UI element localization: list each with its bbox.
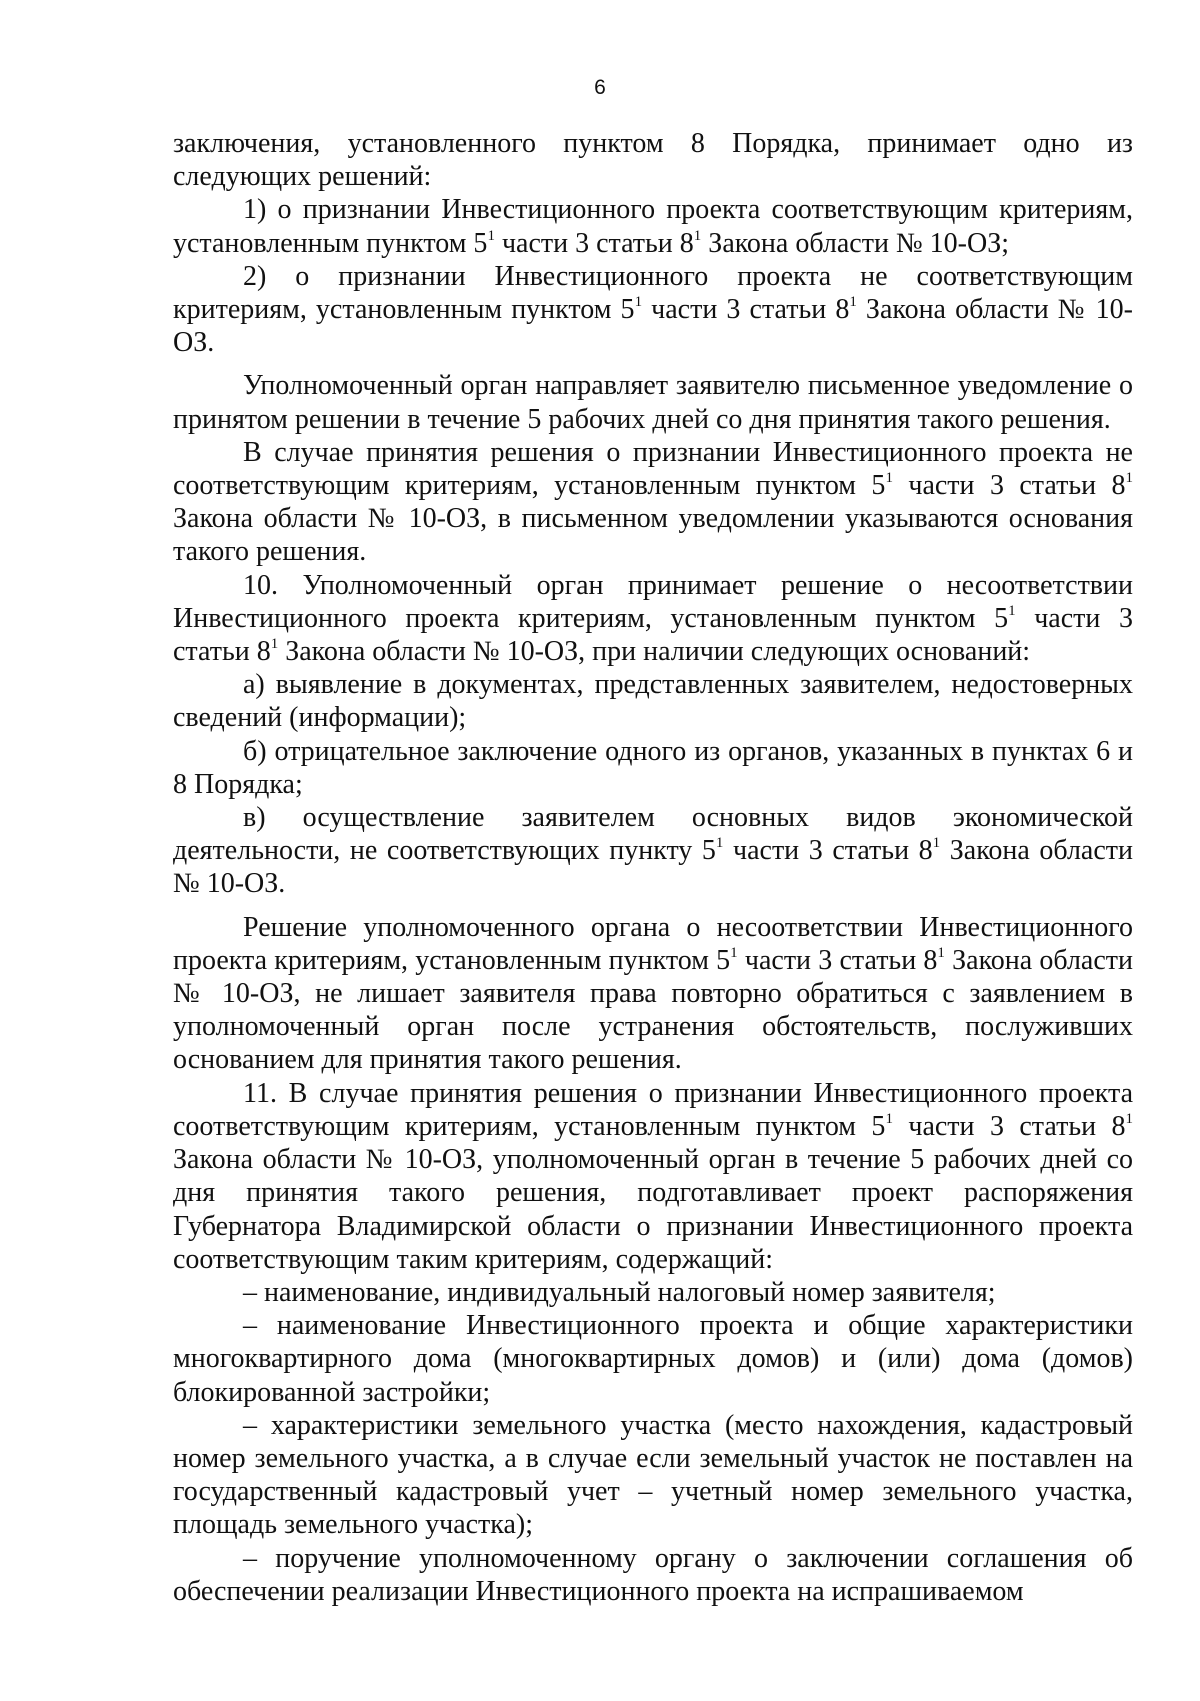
paragraph: 11. В случае принятия решения о признании Инвестиционного проекта соответствующим критериям, установленным пунктом $5^1$ части 3 статьи $8^1$ Закона области № 10-ОЗ, уполномоченный орган в течение 5 рабочих дней со дня принятия такого решения, подготавливает проект распоряжения Губернатора Владимирской области о признании Инвестиционного проекта соответствующим таким критериям, содержащий:: [173, 1077, 1133, 1275]
paragraph: Уполномоченный орган направляет заявителю письменное уведомление о принятом решении в течение 5 рабочих дней со дня принятия такого решения.: [173, 370, 1133, 435]
paragraph: в) осуществление заявителем основных видов экономической деятельности, не соответствующих пункту $5^1$ части 3 статьи $8^1$ Закона области № 10-ОЗ.: [173, 802, 1133, 900]
paragraph: В случае принятия решения о признании Инвестиционного проекта не соответствующим критериям, установленным пунктом $5^1$ части 3 статьи $8^1$ Закона области № 10-ОЗ, в письменном уведомлении указываются основания такого решения.: [173, 436, 1133, 568]
page-number: 6: [594, 76, 606, 99]
paragraph: – наименование, индивидуальный налоговый номер заявителя;: [243, 1276, 996, 1308]
paragraph: 10. Уполномоченный орган принимает решение о несоответствии Инвестиционного проекта критериям, установленным пунктом $5^1$ части 3 статьи $8^1$ Закона области № 10-ОЗ, при наличии следующих оснований:: [173, 569, 1133, 668]
paragraph: – наименование Инвестиционного проекта и общие характеристики многоквартирного дома (многоквартирных домов) и (или) дома (домов) блокированной застройки;: [173, 1310, 1133, 1408]
paragraph: а) выявление в документах, представленных заявителем, недостоверных сведений (информации);: [173, 669, 1133, 734]
paragraph: – характеристики земельного участка (место нахождения, кадастровый номер земельного участка, а в случае если земельный участок не поставлен на государственный кадастровый учет – учетный номер земельного участка, площадь земельного участка);: [173, 1409, 1133, 1541]
paragraph: заключения, установленного пунктом 8 Порядка, принимает одно из следующих решений:: [173, 128, 1133, 193]
paragraph: – поручение уполномоченному органу о заключении соглашения об обеспечении реализации Инвестиционного проекта на испрашиваемом: [173, 1542, 1133, 1607]
paragraph: 2) о признании Инвестиционного проекта не соответствующим критериям, установленным пунктом $5^1$ части 3 статьи $8^1$ Закона области № 10-ОЗ.: [173, 260, 1134, 359]
paragraph: Решение уполномоченного органа о несоответствии Инвестиционного проекта критериям, установленным пунктом $5^1$ части 3 статьи $8^1$ Закона области № 10-ОЗ, не лишает заявителя права повторно обратиться с заявлением в уполномоченный орган после устранения обстоятельств, послуживших основанием для принятия такого решения.: [173, 911, 1133, 1076]
document-body: [173, 127, 1133, 1608]
paragraph: б) отрицательное заключение одного из органов, указанных в пунктах 6 и 8 Порядка;: [173, 735, 1133, 800]
paragraph: 1) о признании Инвестиционного проекта соответствующим критериям, установленным пунктом $5^1$ части 3 статьи $8^1$ Закона области № 10-ОЗ;: [173, 194, 1133, 259]
